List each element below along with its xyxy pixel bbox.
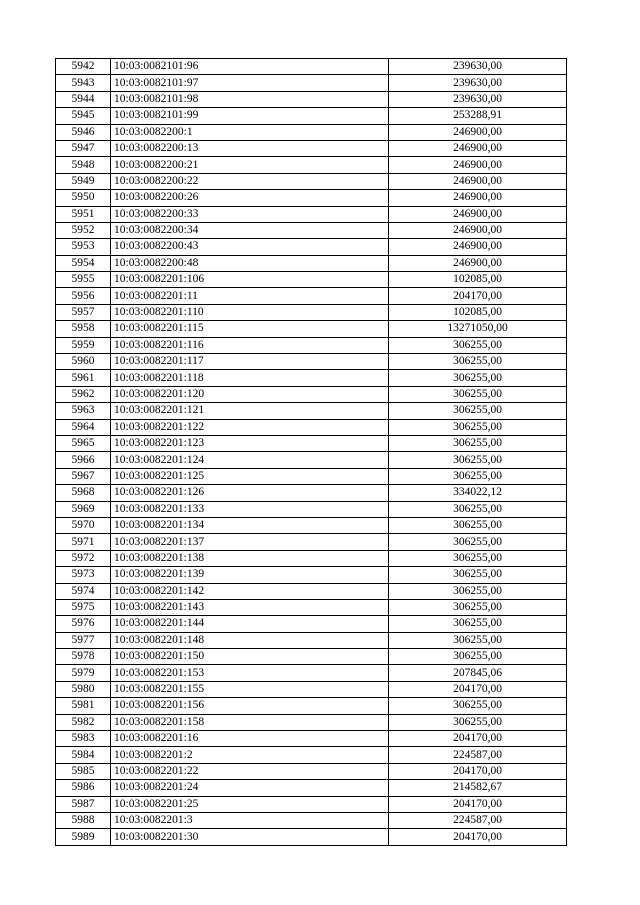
table-row	[56, 665, 567, 681]
cadastral-number-cell: 10:03:0082200:33	[111, 206, 389, 222]
row-number-cell: 5950	[56, 190, 111, 206]
cadastral-value-cell: 306255,00	[389, 354, 567, 370]
cadastral-number-cell: 10:03:0082201:125	[111, 468, 389, 484]
row-number-cell: 5954	[56, 255, 111, 271]
cadastral-number-cell: 10:03:0082200:48	[111, 255, 389, 271]
row-number-cell: 5985	[56, 763, 111, 779]
cadastral-number-cell: 10:03:0082101:98	[111, 91, 389, 107]
table-row	[56, 780, 567, 796]
table-row	[56, 239, 567, 255]
cadastral-number-cell: 10:03:0082201:123	[111, 435, 389, 451]
cadastral-number-cell: 10:03:0082201:2	[111, 747, 389, 763]
cadastral-value-cell: 306255,00	[389, 599, 567, 615]
cadastral-number-cell: 10:03:0082201:110	[111, 304, 389, 320]
table-row	[56, 206, 567, 222]
cadastral-value-cell: 306255,00	[389, 517, 567, 533]
row-number-cell: 5958	[56, 321, 111, 337]
cadastral-number-cell: 10:03:0082201:137	[111, 534, 389, 550]
cadastral-number-cell: 10:03:0082201:16	[111, 731, 389, 747]
cadastral-value-cell: 102085,00	[389, 304, 567, 320]
row-number-cell: 5948	[56, 157, 111, 173]
table-row	[56, 534, 567, 550]
row-number-cell: 5956	[56, 288, 111, 304]
cadastral-number-cell: 10:03:0082201:144	[111, 616, 389, 632]
cadastral-value-cell: 306255,00	[389, 337, 567, 353]
cadastral-number-cell: 10:03:0082201:116	[111, 337, 389, 353]
cadastral-number-cell: 10:03:0082201:22	[111, 763, 389, 779]
cadastral-number-cell: 10:03:0082201:118	[111, 370, 389, 386]
table-row	[56, 829, 567, 845]
cadastral-value-cell: 306255,00	[389, 435, 567, 451]
cadastral-number-cell: 10:03:0082201:155	[111, 681, 389, 697]
table-row	[56, 91, 567, 107]
cadastral-number-cell: 10:03:0082201:143	[111, 599, 389, 615]
cadastral-value-cell: 306255,00	[389, 583, 567, 599]
row-number-cell: 5989	[56, 829, 111, 845]
row-number-cell: 5947	[56, 140, 111, 156]
cadastral-value-cell: 224587,00	[389, 812, 567, 828]
row-number-cell: 5943	[56, 75, 111, 91]
cadastral-value-cell: 306255,00	[389, 698, 567, 714]
table-row	[56, 567, 567, 583]
cadastral-number-cell: 10:03:0082200:43	[111, 239, 389, 255]
cadastral-number-cell: 10:03:0082101:96	[111, 59, 389, 75]
table-row	[56, 157, 567, 173]
cadastral-value-cell: 306255,00	[389, 501, 567, 517]
cadastral-value-cell: 253288,91	[389, 108, 567, 124]
cadastral-value-cell: 204170,00	[389, 288, 567, 304]
row-number-cell: 5971	[56, 534, 111, 550]
row-number-cell: 5966	[56, 452, 111, 468]
cadastral-number-cell: 10:03:0082201:121	[111, 403, 389, 419]
table-row	[56, 812, 567, 828]
row-number-cell: 5957	[56, 304, 111, 320]
cadastral-number-cell: 10:03:0082201:3	[111, 812, 389, 828]
cadastral-number-cell: 10:03:0082101:97	[111, 75, 389, 91]
table-row	[56, 747, 567, 763]
table-row	[56, 108, 567, 124]
cadastral-value-cell: 204170,00	[389, 796, 567, 812]
row-number-cell: 5965	[56, 435, 111, 451]
cadastral-value-cell: 306255,00	[389, 534, 567, 550]
cadastral-value-cell: 204170,00	[389, 829, 567, 845]
table-row	[56, 124, 567, 140]
row-number-cell: 5959	[56, 337, 111, 353]
cadastral-value-cell: 246900,00	[389, 239, 567, 255]
cadastral-value-cell: 306255,00	[389, 403, 567, 419]
row-number-cell: 5944	[56, 91, 111, 107]
row-number-cell: 5979	[56, 665, 111, 681]
table-row	[56, 616, 567, 632]
cadastral-number-cell: 10:03:0082201:25	[111, 796, 389, 812]
row-number-cell: 5986	[56, 780, 111, 796]
cadastral-number-cell: 10:03:0082201:148	[111, 632, 389, 648]
cadastral-value-cell: 13271050,00	[389, 321, 567, 337]
row-number-cell: 5981	[56, 698, 111, 714]
table-row	[56, 731, 567, 747]
table-row	[56, 403, 567, 419]
table-row	[56, 550, 567, 566]
row-number-cell: 5960	[56, 354, 111, 370]
cadastral-number-cell: 10:03:0082201:124	[111, 452, 389, 468]
row-number-cell: 5983	[56, 731, 111, 747]
row-number-cell: 5964	[56, 419, 111, 435]
cadastral-value-cell: 306255,00	[389, 419, 567, 435]
table-row	[56, 763, 567, 779]
cadastral-value-cell: 306255,00	[389, 649, 567, 665]
cadastral-value-cell: 246900,00	[389, 222, 567, 238]
cadastral-value-cell: 239630,00	[389, 75, 567, 91]
table-row	[56, 75, 567, 91]
cadastral-number-cell: 10:03:0082200:13	[111, 140, 389, 156]
table-row	[56, 468, 567, 484]
cadastral-number-cell: 10:03:0082201:133	[111, 501, 389, 517]
row-number-cell: 5952	[56, 222, 111, 238]
cadastral-number-cell: 10:03:0082201:11	[111, 288, 389, 304]
table-row	[56, 337, 567, 353]
row-number-cell: 5978	[56, 649, 111, 665]
cadastral-value-cell: 306255,00	[389, 386, 567, 402]
cadastral-value-cell: 306255,00	[389, 550, 567, 566]
table-row	[56, 583, 567, 599]
cadastral-number-cell: 10:03:0082201:106	[111, 272, 389, 288]
table-row	[56, 714, 567, 730]
cadastral-number-cell: 10:03:0082201:138	[111, 550, 389, 566]
cadastral-number-cell: 10:03:0082200:34	[111, 222, 389, 238]
row-number-cell: 5942	[56, 59, 111, 75]
cadastral-number-cell: 10:03:0082201:126	[111, 485, 389, 501]
row-number-cell: 5977	[56, 632, 111, 648]
cadastral-value-cell: 246900,00	[389, 173, 567, 189]
row-number-cell: 5976	[56, 616, 111, 632]
registry-table-body	[56, 59, 567, 846]
row-number-cell: 5975	[56, 599, 111, 615]
table-row	[56, 485, 567, 501]
cadastral-number-cell: 10:03:0082200:26	[111, 190, 389, 206]
table-row	[56, 272, 567, 288]
row-number-cell: 5962	[56, 386, 111, 402]
row-number-cell: 5953	[56, 239, 111, 255]
row-number-cell: 5949	[56, 173, 111, 189]
cadastral-value-cell: 306255,00	[389, 370, 567, 386]
cadastral-number-cell: 10:03:0082200:21	[111, 157, 389, 173]
cadastral-value-cell: 224587,00	[389, 747, 567, 763]
cadastral-number-cell: 10:03:0082201:115	[111, 321, 389, 337]
table-row	[56, 632, 567, 648]
table-row	[56, 698, 567, 714]
table-row	[56, 452, 567, 468]
table-row	[56, 354, 567, 370]
row-number-cell: 5972	[56, 550, 111, 566]
cadastral-value-cell: 306255,00	[389, 632, 567, 648]
row-number-cell: 5955	[56, 272, 111, 288]
row-number-cell: 5974	[56, 583, 111, 599]
table-row	[56, 304, 567, 320]
row-number-cell: 5980	[56, 681, 111, 697]
cadastral-value-cell: 246900,00	[389, 190, 567, 206]
cadastral-value-cell: 306255,00	[389, 468, 567, 484]
cadastral-number-cell: 10:03:0082201:156	[111, 698, 389, 714]
cadastral-value-cell: 102085,00	[389, 272, 567, 288]
row-number-cell: 5969	[56, 501, 111, 517]
cadastral-number-cell: 10:03:0082201:120	[111, 386, 389, 402]
cadastral-value-cell: 214582,67	[389, 780, 567, 796]
cadastral-value-cell: 306255,00	[389, 452, 567, 468]
cadastral-number-cell: 10:03:0082201:139	[111, 567, 389, 583]
cadastral-value-cell: 246900,00	[389, 255, 567, 271]
table-row	[56, 599, 567, 615]
cadastral-number-cell: 10:03:0082201:142	[111, 583, 389, 599]
row-number-cell: 5988	[56, 812, 111, 828]
registry-table	[55, 58, 567, 846]
cadastral-value-cell: 204170,00	[389, 731, 567, 747]
row-number-cell: 5951	[56, 206, 111, 222]
cadastral-number-cell: 10:03:0082200:22	[111, 173, 389, 189]
cadastral-number-cell: 10:03:0082201:158	[111, 714, 389, 730]
table-row	[56, 517, 567, 533]
table-row	[56, 140, 567, 156]
table-row	[56, 59, 567, 75]
cadastral-value-cell: 239630,00	[389, 91, 567, 107]
cadastral-value-cell: 246900,00	[389, 206, 567, 222]
row-number-cell: 5945	[56, 108, 111, 124]
cadastral-value-cell: 204170,00	[389, 681, 567, 697]
table-row	[56, 288, 567, 304]
row-number-cell: 5946	[56, 124, 111, 140]
table-row	[56, 649, 567, 665]
table-row	[56, 501, 567, 517]
cadastral-number-cell: 10:03:0082200:1	[111, 124, 389, 140]
row-number-cell: 5973	[56, 567, 111, 583]
table-row	[56, 370, 567, 386]
cadastral-value-cell: 334022,12	[389, 485, 567, 501]
row-number-cell: 5984	[56, 747, 111, 763]
row-number-cell: 5968	[56, 485, 111, 501]
table-row	[56, 173, 567, 189]
cadastral-number-cell: 10:03:0082101:99	[111, 108, 389, 124]
table-row	[56, 255, 567, 271]
cadastral-value-cell: 207845,06	[389, 665, 567, 681]
table-row	[56, 796, 567, 812]
table-row	[56, 190, 567, 206]
table-row	[56, 435, 567, 451]
cadastral-number-cell: 10:03:0082201:150	[111, 649, 389, 665]
table-row	[56, 222, 567, 238]
cadastral-value-cell: 306255,00	[389, 616, 567, 632]
row-number-cell: 5987	[56, 796, 111, 812]
cadastral-number-cell: 10:03:0082201:122	[111, 419, 389, 435]
row-number-cell: 5961	[56, 370, 111, 386]
cadastral-number-cell: 10:03:0082201:30	[111, 829, 389, 845]
row-number-cell: 5963	[56, 403, 111, 419]
cadastral-number-cell: 10:03:0082201:153	[111, 665, 389, 681]
cadastral-value-cell: 246900,00	[389, 124, 567, 140]
row-number-cell: 5967	[56, 468, 111, 484]
table-row	[56, 419, 567, 435]
table-row	[56, 321, 567, 337]
table-row	[56, 386, 567, 402]
cadastral-number-cell: 10:03:0082201:24	[111, 780, 389, 796]
cadastral-value-cell: 239630,00	[389, 59, 567, 75]
cadastral-value-cell: 306255,00	[389, 567, 567, 583]
cadastral-number-cell: 10:03:0082201:134	[111, 517, 389, 533]
table-row	[56, 681, 567, 697]
cadastral-value-cell: 246900,00	[389, 140, 567, 156]
cadastral-value-cell: 246900,00	[389, 157, 567, 173]
cadastral-value-cell: 204170,00	[389, 763, 567, 779]
row-number-cell: 5970	[56, 517, 111, 533]
row-number-cell: 5982	[56, 714, 111, 730]
cadastral-number-cell: 10:03:0082201:117	[111, 354, 389, 370]
cadastral-value-cell: 306255,00	[389, 714, 567, 730]
